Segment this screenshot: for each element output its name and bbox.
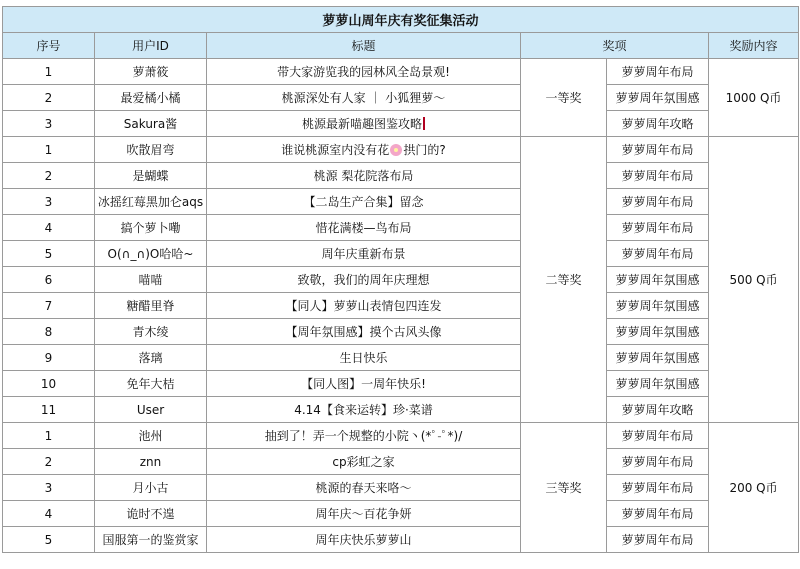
cell-user[interactable]: 萝萧筱: [95, 59, 207, 85]
title-text: 桃源的春天来咯～: [315, 481, 412, 495]
table-row: [3, 85, 799, 111]
cell-user[interactable]: znn: [95, 449, 207, 475]
cell-no[interactable]: 1: [3, 137, 95, 163]
cell-no[interactable]: 9: [3, 345, 95, 371]
table-row: [3, 397, 799, 423]
title-text: 【同人】萝萝山表情包四连发: [285, 299, 442, 313]
cell-no[interactable]: 3: [3, 189, 95, 215]
cell-title[interactable]: [207, 371, 521, 397]
header-title[interactable]: 标题: [207, 33, 521, 59]
cell-title[interactable]: [207, 85, 521, 111]
cell-title[interactable]: [207, 397, 521, 423]
cell-no[interactable]: 2: [3, 85, 95, 111]
cell-user[interactable]: 冰摇红莓黑加仑aqs: [95, 189, 207, 215]
cell-reward[interactable]: 1000 Q币: [709, 59, 799, 137]
cell-title[interactable]: [207, 59, 521, 85]
cell-user[interactable]: 落璃: [95, 345, 207, 371]
cell-no[interactable]: 4: [3, 215, 95, 241]
title-text: 桃源深处有人家 ｜ 小狐狸萝～: [281, 91, 446, 105]
cell-no[interactable]: 8: [3, 319, 95, 345]
table-row: [3, 527, 799, 553]
header-user[interactable]: 用户ID: [95, 33, 207, 59]
cell-prize-name[interactable]: 萝萝周年布局: [607, 241, 709, 267]
cell-prize-name[interactable]: 萝萝周年布局: [607, 475, 709, 501]
cell-prize-name[interactable]: 萝萝周年布局: [607, 59, 709, 85]
table-row: [3, 241, 799, 267]
award-table: [2, 6, 799, 553]
cell-no[interactable]: 4: [3, 501, 95, 527]
cell-prize-name[interactable]: 萝萝周年布局: [607, 137, 709, 163]
title-text-part: 拱门的?: [403, 143, 446, 157]
cell-user[interactable]: 诡时不遑: [95, 501, 207, 527]
cell-prize-name[interactable]: 萝萝周年布局: [607, 449, 709, 475]
cell-title[interactable]: [207, 163, 521, 189]
cell-prize-name[interactable]: 萝萝周年氛围感: [607, 267, 709, 293]
cell-user[interactable]: 搞个萝卜嘞: [95, 215, 207, 241]
cell-reward[interactable]: 200 Q币: [709, 423, 799, 553]
cell-prize-name[interactable]: 萝萝周年氛围感: [607, 85, 709, 111]
cell-tier[interactable]: 三等奖: [521, 423, 607, 553]
cell-title[interactable]: [207, 267, 521, 293]
cell-no[interactable]: 2: [3, 449, 95, 475]
cell-user[interactable]: 最爱橘小橘: [95, 85, 207, 111]
title-text: 桃源最新喵趣图鉴攻略: [301, 117, 422, 131]
cell-no[interactable]: 7: [3, 293, 95, 319]
cell-title[interactable]: [207, 501, 521, 527]
cell-prize-name[interactable]: 萝萝周年攻略: [607, 111, 709, 137]
cell-title[interactable]: [207, 527, 521, 553]
flower-emoji-icon: [390, 144, 402, 156]
cell-prize-name[interactable]: 萝萝周年布局: [607, 189, 709, 215]
title-text: 【二岛生产合集】留念: [303, 195, 424, 209]
cell-user[interactable]: O(∩_∩)O哈哈~: [95, 241, 207, 267]
cell-no[interactable]: 3: [3, 111, 95, 137]
text-cursor-icon: [423, 117, 425, 130]
cell-prize-name[interactable]: 萝萝周年氛围感: [607, 345, 709, 371]
cell-user[interactable]: 喵喵: [95, 267, 207, 293]
title-text: 4.14【食来运转】珍·菜谱: [294, 403, 433, 417]
title-text: 桃源 梨花院落布局: [313, 169, 414, 183]
table-row: [3, 293, 799, 319]
cell-no[interactable]: 1: [3, 59, 95, 85]
title-text: 抽到了！弄一个规整的小院丶(*ﾟ-ﾟ*)/: [264, 429, 463, 443]
cell-no[interactable]: 6: [3, 267, 95, 293]
cell-user[interactable]: 是蝴蝶: [95, 163, 207, 189]
table-row: [3, 59, 799, 85]
cell-prize-name[interactable]: 萝萝周年布局: [607, 423, 709, 449]
table-row: [3, 267, 799, 293]
table-row: [3, 137, 799, 163]
cell-title[interactable]: [207, 137, 521, 163]
cell-reward[interactable]: 500 Q币: [709, 137, 799, 423]
cell-user[interactable]: 国服第一的鉴赏家: [95, 527, 207, 553]
cell-user[interactable]: 糖醋里脊: [95, 293, 207, 319]
sheet-title[interactable]: 萝萝山周年庆有奖征集活动: [3, 7, 799, 33]
cell-user[interactable]: User: [95, 397, 207, 423]
table-row: [3, 345, 799, 371]
cell-prize-name[interactable]: 萝萝周年攻略: [607, 397, 709, 423]
header-reward[interactable]: 奖励内容: [709, 33, 799, 59]
cell-prize-name[interactable]: 萝萝周年布局: [607, 163, 709, 189]
cell-user[interactable]: 池州: [95, 423, 207, 449]
title-text: 生日快乐: [339, 351, 388, 365]
cell-user[interactable]: Sakura酱: [95, 111, 207, 137]
cell-tier[interactable]: 二等奖: [521, 137, 607, 423]
header-row: [3, 33, 799, 59]
title-text: 周年庆快乐萝萝山: [315, 533, 412, 547]
cell-prize-name[interactable]: 萝萝周年氛围感: [607, 371, 709, 397]
table-row: [3, 319, 799, 345]
title-text: 【同人图】一周年快乐!: [301, 377, 426, 391]
table-row: [3, 449, 799, 475]
cell-title[interactable]: [207, 241, 521, 267]
cell-prize-name[interactable]: 萝萝周年布局: [607, 215, 709, 241]
cell-user[interactable]: 月小古: [95, 475, 207, 501]
cell-user[interactable]: 青木绫: [95, 319, 207, 345]
title-text: cp彩虹之家: [332, 455, 395, 469]
cell-prize-name[interactable]: 萝萝周年布局: [607, 501, 709, 527]
table-row: [3, 111, 799, 137]
header-prize[interactable]: 奖项: [521, 33, 709, 59]
cell-title[interactable]: [207, 215, 521, 241]
cell-prize-name[interactable]: 萝萝周年布局: [607, 527, 709, 553]
table-row: [3, 163, 799, 189]
header-no[interactable]: 序号: [3, 33, 95, 59]
cell-title[interactable]: [207, 449, 521, 475]
title-row: [3, 7, 799, 33]
table-row: [3, 371, 799, 397]
cell-title[interactable]: [207, 319, 521, 345]
cell-tier[interactable]: 一等奖: [521, 59, 607, 137]
cell-prize-name[interactable]: 萝萝周年氛围感: [607, 319, 709, 345]
title-text-part: 谁说桃源室内没有花: [281, 143, 390, 157]
cell-title[interactable]: [207, 345, 521, 371]
title-text: 周年庆重新布景: [321, 247, 406, 261]
cell-title[interactable]: [207, 475, 521, 501]
cell-no[interactable]: 5: [3, 527, 95, 553]
cell-no[interactable]: 1: [3, 423, 95, 449]
cell-no[interactable]: 11: [3, 397, 95, 423]
title-text: 致敬，我们的周年庆理想: [297, 273, 430, 287]
cell-no[interactable]: 10: [3, 371, 95, 397]
table-row: [3, 215, 799, 241]
table-row: [3, 189, 799, 215]
cell-user[interactable]: 吹散眉弯: [95, 137, 207, 163]
table-row: [3, 475, 799, 501]
cell-user[interactable]: 免年大桔: [95, 371, 207, 397]
cell-no[interactable]: 5: [3, 241, 95, 267]
cell-title[interactable]: [207, 293, 521, 319]
cell-title[interactable]: [207, 189, 521, 215]
title-text: 【周年氛围感】摸个古风头像: [285, 325, 442, 339]
cell-no[interactable]: 2: [3, 163, 95, 189]
title-text: 惜花满楼—鸟布局: [315, 221, 412, 235]
cell-no[interactable]: 3: [3, 475, 95, 501]
cell-title[interactable]: [207, 111, 521, 137]
cell-title[interactable]: [207, 423, 521, 449]
title-text: 带大家游览我的园林风全岛景观!: [277, 65, 450, 79]
table-row: [3, 423, 799, 449]
title-text: 周年庆～百花争妍: [315, 507, 412, 521]
table-row: [3, 501, 799, 527]
cell-prize-name[interactable]: 萝萝周年氛围感: [607, 293, 709, 319]
